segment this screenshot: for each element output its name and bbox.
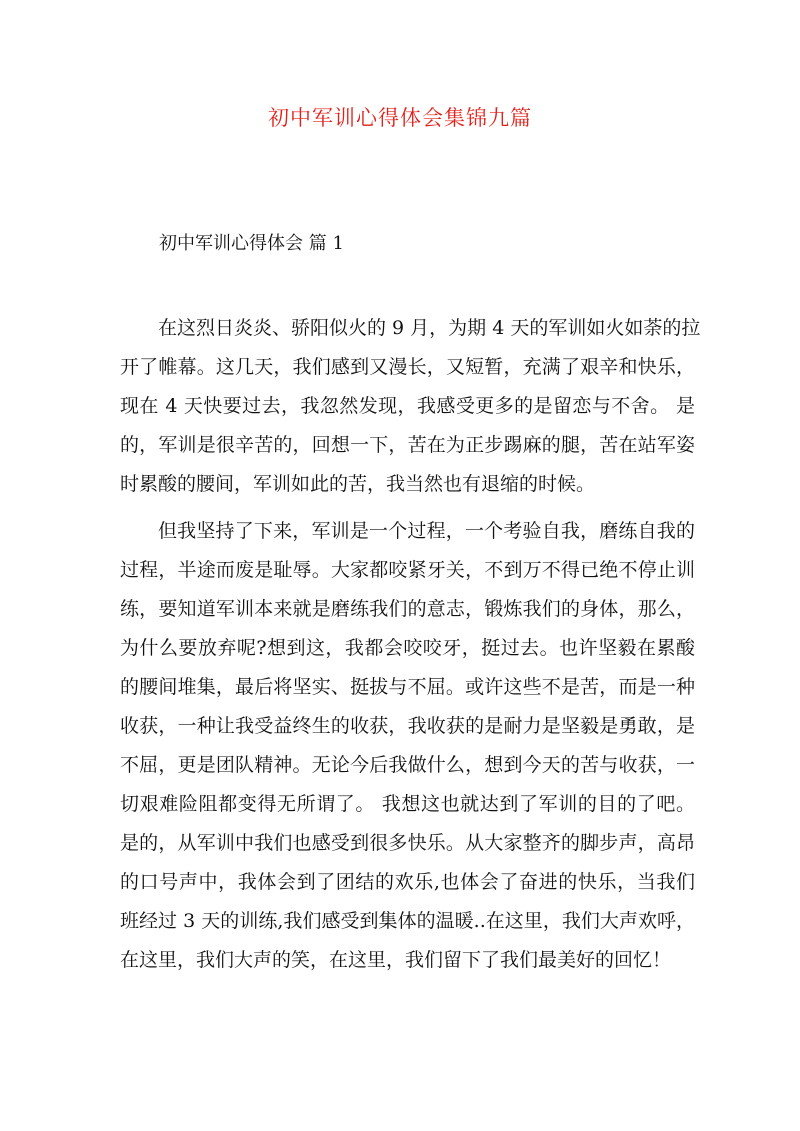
text-line: 的腰间堆集，最后将坚实、挺拔与不屈。或许这些不是苦，而是一种	[120, 676, 695, 698]
text-line: 时累酸的腰间，军训如此的苦，我当然也有退缩的时候。	[120, 473, 596, 495]
text-line: 过程，半途而废是耻辱。大家都咬紧牙关，不到万不得已绝不停止训	[120, 559, 695, 581]
text-line: 收获，一种让我受益终生的收获，我收获的是耐力是坚毅是勇敢，是	[120, 715, 695, 737]
text-line: 切艰难险阻都变得无所谓了。 我想这也就达到了军训的目的了吧。	[120, 793, 695, 815]
section-heading: 初中军训心得体会 篇 1	[159, 233, 344, 254]
paragraph	[120, 309, 701, 504]
text-line: 为什么要放弃呢?想到这，我都会咬咬牙，挺过去。也许坚毅在累酸	[120, 637, 695, 659]
text-line: 但我坚持了下来，军训是一个过程，一个考验自我，磨练自我的	[158, 520, 695, 542]
text-line: 在这里，我们大声的笑，在这里，我们留下了我们最美好的回忆！	[120, 949, 672, 971]
text-line: 的口号声中，我体会到了团结的欢乐,也体会了奋进的快乐，当我们	[120, 871, 695, 893]
paragraph	[120, 512, 695, 980]
text-line: 班经过 3 天的训练,我们感受到集体的温暖..在这里，我们大声欢呼，	[120, 910, 695, 932]
text-line: 练，要知道军训本来就是磨练我们的意志，锻炼我们的身体，那么，	[120, 598, 695, 620]
text-line: 的，军训是很辛苦的，回想一下，苦在为正步踢麻的腿，苦在站军姿	[120, 434, 695, 456]
text-line: 不屈，更是团队精神。无论今后我做什么，想到今天的苦与收获，一	[120, 754, 695, 776]
paragraph-gap	[120, 504, 695, 512]
document-body	[120, 309, 701, 980]
text-line: 在这烈日炎炎、骄阳似火的 9 月，为期 4 天的军训如火如荼的拉	[158, 317, 701, 339]
text-line: 开了帷幕。这几天，我们感到又漫长，又短暂，充满了艰辛和快乐，	[120, 356, 695, 378]
document-title: 初中军训心得体会集锦九篇	[268, 106, 532, 130]
text-line: 是的，从军训中我们也感受到很多快乐。从大家整齐的脚步声，高昂	[120, 832, 695, 854]
text-line: 现在 4 天快要过去，我忽然发现，我感受更多的是留恋与不舍。 是	[120, 395, 695, 417]
